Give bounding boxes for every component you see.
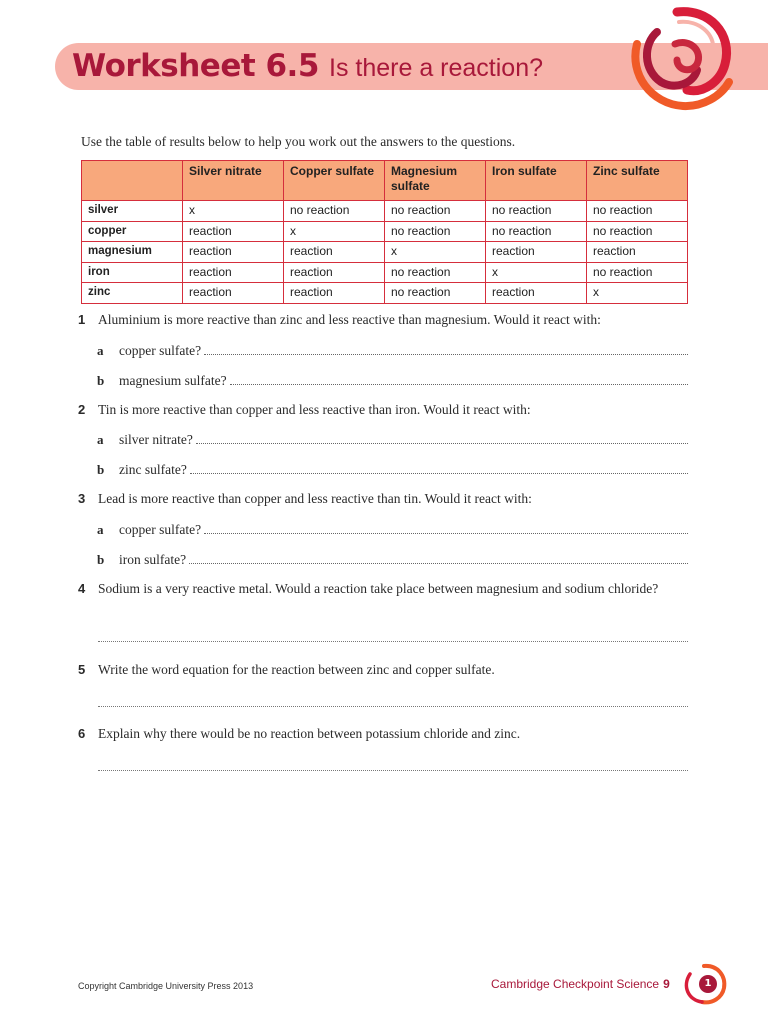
table-header-cell: Magnesium sulfate	[385, 161, 486, 201]
answer-line-3a[interactable]	[204, 522, 688, 534]
table-cell: reaction	[183, 221, 284, 242]
table-row	[82, 283, 688, 304]
table-cell: x	[587, 283, 688, 304]
answer-line-2a[interactable]	[196, 432, 688, 444]
question-6	[78, 725, 678, 742]
part-letter: b	[97, 462, 105, 477]
answer-line-4[interactable]	[98, 641, 688, 642]
question-5	[78, 661, 678, 678]
question-number: 3	[78, 491, 86, 506]
table-cell: x	[385, 242, 486, 263]
row-metal: magnesium	[82, 242, 183, 263]
answer-line-5[interactable]	[98, 706, 688, 707]
worksheet-title: Worksheet 6.5	[72, 48, 319, 84]
intro-text: Use the table of results below to help you work out the answers to the questions.	[81, 134, 516, 149]
question-4	[78, 580, 678, 597]
question-text: Lead is more reactive than copper and less reactive than tin. Would it react with:	[98, 491, 532, 506]
answer-line-2b[interactable]	[190, 462, 688, 474]
part-letter: a	[97, 432, 104, 447]
part-letter: a	[97, 343, 104, 358]
part-letter: b	[97, 373, 105, 388]
series-name: Cambridge Checkpoint Science	[491, 977, 660, 991]
row-metal: iron	[82, 262, 183, 283]
question-number: 2	[78, 402, 86, 417]
part-text: magnesium sulfate?	[119, 373, 227, 388]
question-2	[78, 401, 678, 418]
row-metal: zinc	[82, 283, 183, 304]
swirl-logo-icon	[617, 4, 737, 114]
question-1	[78, 311, 678, 328]
table-cell: x	[183, 201, 284, 222]
question-number: 5	[78, 662, 86, 677]
question-3a	[97, 521, 688, 538]
table-cell: no reaction	[385, 283, 486, 304]
table-cell: x	[486, 262, 587, 283]
table-cell: reaction	[486, 283, 587, 304]
question-1b	[97, 372, 688, 389]
part-text: copper sulfate?	[119, 343, 202, 358]
results-table	[81, 160, 688, 304]
answer-line-3b[interactable]	[189, 552, 688, 564]
table-header-cell: Iron sulfate	[486, 161, 587, 201]
row-metal: copper	[82, 221, 183, 242]
table-row	[82, 262, 688, 283]
table-cell: no reaction	[587, 201, 688, 222]
question-3	[78, 490, 678, 507]
question-number: 6	[78, 726, 86, 741]
table-cell: reaction	[183, 283, 284, 304]
table-header-cell	[82, 161, 183, 201]
table-cell: no reaction	[385, 262, 486, 283]
table-header-cell: Zinc sulfate	[587, 161, 688, 201]
part-text: silver nitrate?	[119, 432, 193, 447]
table-cell: no reaction	[385, 221, 486, 242]
answer-line-1b[interactable]	[230, 373, 688, 385]
row-metal: silver	[82, 201, 183, 222]
table-row	[82, 242, 688, 263]
page-number: 1	[704, 978, 712, 989]
table-cell: x	[284, 221, 385, 242]
table-cell: no reaction	[587, 262, 688, 283]
question-number: 4	[78, 581, 86, 596]
part-text: iron sulfate?	[119, 552, 187, 567]
table-cell: reaction	[183, 262, 284, 283]
answer-line-1a[interactable]	[204, 343, 688, 355]
table-row	[82, 221, 688, 242]
part-letter: a	[97, 522, 104, 537]
table-cell: no reaction	[486, 201, 587, 222]
series-volume: 9	[663, 977, 670, 991]
question-text: Tin is more reactive than copper and less reactive than iron. Would it react with:	[98, 402, 531, 417]
worksheet-subtitle: Is there a reaction?	[329, 54, 544, 82]
table-header-row	[82, 161, 688, 201]
question-2b	[97, 461, 688, 478]
table-cell: reaction	[587, 242, 688, 263]
question-1a	[97, 342, 688, 359]
copyright-notice: Copyright Cambridge University Press 2013	[78, 981, 254, 991]
table-header-cell: Copper sulfate	[284, 161, 385, 201]
table-cell: reaction	[284, 283, 385, 304]
table-cell: no reaction	[284, 201, 385, 222]
table-cell: no reaction	[486, 221, 587, 242]
table-cell: no reaction	[587, 221, 688, 242]
answer-line-6[interactable]	[98, 770, 688, 771]
table-cell: reaction	[486, 242, 587, 263]
part-text: zinc sulfate?	[119, 462, 187, 477]
table-cell: reaction	[183, 242, 284, 263]
question-number: 1	[78, 312, 86, 327]
table-header-cell: Silver nitrate	[183, 161, 284, 201]
question-3b	[97, 551, 688, 568]
question-text: Aluminium is more reactive than zinc and less reactive than magnesium. Would it react with:	[98, 312, 601, 327]
table-cell: reaction	[284, 262, 385, 283]
table-cell: no reaction	[385, 201, 486, 222]
table-cell: reaction	[284, 242, 385, 263]
question-text: Explain why there would be no reaction between potassium chloride and zinc.	[98, 726, 521, 741]
part-letter: b	[97, 552, 105, 567]
series-title	[491, 977, 670, 991]
table-row	[82, 201, 688, 222]
part-text: copper sulfate?	[119, 522, 202, 537]
question-2a	[97, 431, 688, 448]
question-text: Sodium is a very reactive metal. Would a reaction take place between magnesium and sodium chloride?	[98, 581, 659, 596]
question-text: Write the word equation for the reaction between zinc and copper sulfate.	[98, 662, 495, 677]
